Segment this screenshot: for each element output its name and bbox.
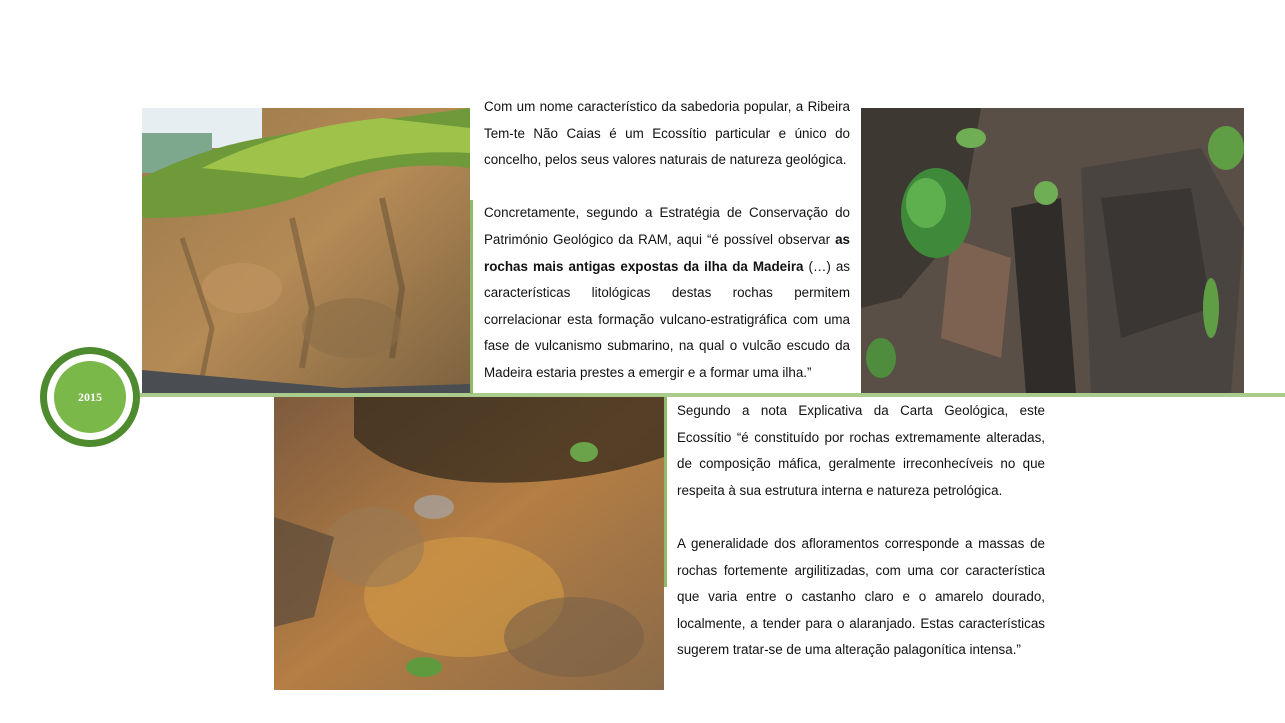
upper-text-block (484, 94, 850, 387)
year-badge (54, 361, 126, 433)
lower-paragraph-2: A generalidade dos afloramentos corresponde a massas de rochas fortemente argilitizadas, com uma cor característica que varia entre o castanho claro e o amarelo dourado, localmente, a tender para o alaranjado. Estas características sugerem tratar-se de uma alteração palagonítica intensa.” (677, 535, 1045, 658)
roadside-cliff-photo (142, 108, 470, 394)
upper-paragraph-2-end: (…) as características litológicas destas rochas permitem correlacionar esta formação vulcano-estratigráfica com uma fase de vulcanismo submarino, na qual o vulcão escudo da Madeira estaria prestes a emergir e a formar uma ilha.” (484, 258, 850, 380)
upper-paragraph-1: Com um nome característico da sabedoria popular, a Ribeira Tem-te Não Caias é um Ecossítio particular e único do concelho, pelos seus valores naturais de natureza geológica. (484, 99, 850, 168)
lower-text-accent-bar (664, 397, 667, 587)
year-label: 2015 (78, 389, 102, 404)
upper-paragraph-2 (484, 200, 850, 386)
lower-paragraph-1: Segundo a nota Explicativa da Carta Geológica, este Ecossítio “é constituído por rochas extremamente alteradas, de composição máfica, geralmente irreconhecíveis no que respeita à sua estrutura interna e natureza petrológica. (677, 403, 1045, 498)
upper-paragraph-2-start: Concretamente, segundo a Estratégia de Conservação do Património Geológico da RAM, aqui “é possível observar (484, 205, 850, 247)
orange-altered-rock-photo (274, 397, 664, 690)
lower-text-block (677, 398, 1045, 664)
dark-volcanic-rock-photo (861, 108, 1244, 394)
timeline-line (140, 393, 1285, 397)
upper-text-accent-bar (470, 200, 473, 394)
upper-paragraph-2-bold: as rochas mais antigas expostas da ilha da Madeira (484, 231, 850, 274)
